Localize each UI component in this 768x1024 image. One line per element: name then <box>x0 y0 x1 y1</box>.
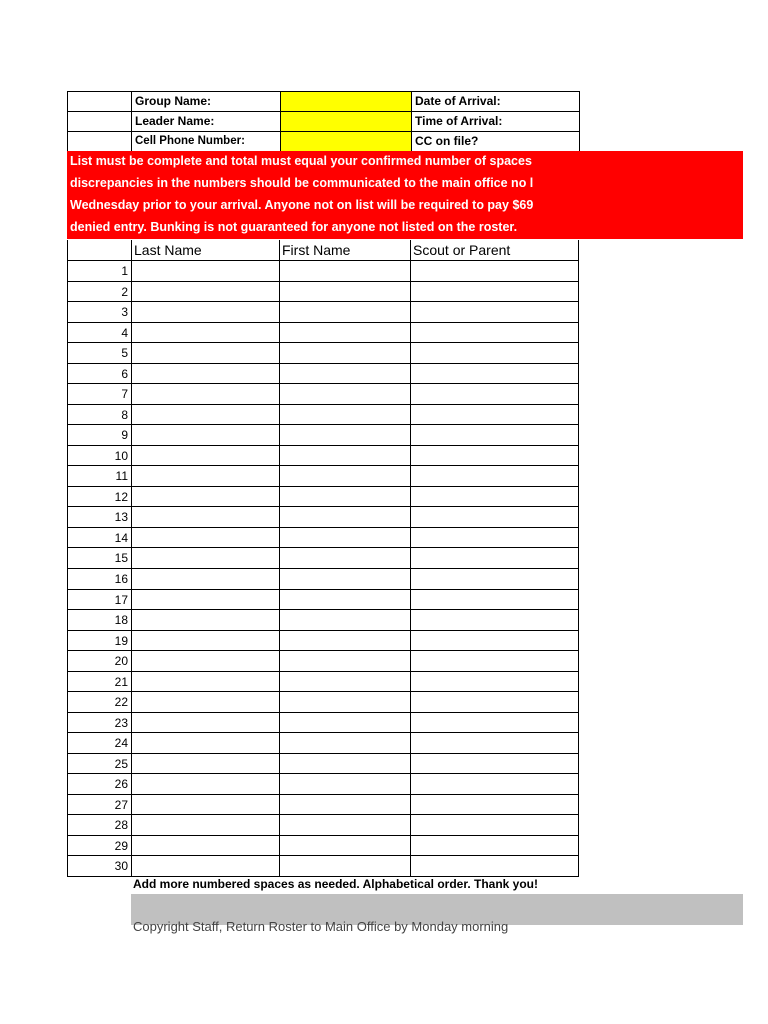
row-number: 29 <box>67 836 132 857</box>
scout-or-parent-cell[interactable] <box>411 795 579 816</box>
scout-or-parent-cell[interactable] <box>411 774 579 795</box>
row-number: 16 <box>67 569 132 590</box>
leader-name-label: Leader Name: <box>132 112 281 132</box>
first-name-cell[interactable] <box>280 692 411 713</box>
first-name-cell[interactable] <box>280 672 411 693</box>
last-name-cell[interactable] <box>132 282 280 303</box>
last-name-cell[interactable] <box>132 795 280 816</box>
cell-phone-input[interactable] <box>281 132 412 152</box>
table-row <box>67 261 579 282</box>
scout-or-parent-cell[interactable] <box>411 384 579 405</box>
row-number: 24 <box>67 733 132 754</box>
table-row <box>67 651 579 672</box>
first-name-cell[interactable] <box>280 713 411 734</box>
table-row <box>67 590 579 611</box>
last-name-cell[interactable] <box>132 548 280 569</box>
table-row <box>67 774 579 795</box>
scout-or-parent-cell[interactable] <box>411 446 579 467</box>
row-number: 22 <box>67 692 132 713</box>
header-block <box>67 91 580 152</box>
notice-line: discrepancies in the numbers should be communicated to the main office no l <box>70 176 534 190</box>
last-name-cell[interactable] <box>132 364 280 385</box>
table-row <box>67 405 579 426</box>
last-name-cell[interactable] <box>132 610 280 631</box>
last-name-cell[interactable] <box>132 754 280 775</box>
last-name-cell[interactable] <box>132 569 280 590</box>
table-row <box>67 507 579 528</box>
row-number: 26 <box>67 774 132 795</box>
first-name-cell[interactable] <box>280 302 411 323</box>
scout-or-parent-cell[interactable] <box>411 713 579 734</box>
last-name-cell[interactable] <box>132 384 280 405</box>
table-row <box>67 610 579 631</box>
last-name-cell[interactable] <box>132 672 280 693</box>
last-name-cell[interactable] <box>132 302 280 323</box>
last-name-cell[interactable] <box>132 590 280 611</box>
scout-or-parent-cell[interactable] <box>411 815 579 836</box>
last-name-cell[interactable] <box>132 487 280 508</box>
scout-or-parent-cell[interactable] <box>411 261 579 282</box>
cell-phone-label: Cell Phone Number: <box>132 132 281 152</box>
last-name-cell[interactable] <box>132 261 280 282</box>
time-of-arrival-label: Time of Arrival: <box>412 112 580 132</box>
first-name-cell[interactable] <box>280 343 411 364</box>
row-number: 9 <box>67 425 132 446</box>
cc-on-file-label: CC on file? <box>412 132 580 152</box>
row-number: 18 <box>67 610 132 631</box>
table-row <box>67 528 579 549</box>
first-name-cell[interactable] <box>280 733 411 754</box>
scout-or-parent-cell[interactable] <box>411 528 579 549</box>
first-name-cell[interactable] <box>280 282 411 303</box>
scout-or-parent-cell[interactable] <box>411 323 579 344</box>
first-name-cell[interactable] <box>280 487 411 508</box>
column-header-last-name: Last Name <box>132 240 280 261</box>
last-name-cell[interactable] <box>132 323 280 344</box>
notice-line: denied entry. Bunking is not guaranteed for anyone not listed on the roster. <box>70 220 518 234</box>
table-row <box>67 795 579 816</box>
first-name-cell[interactable] <box>280 466 411 487</box>
first-name-cell[interactable] <box>280 774 411 795</box>
table-row <box>67 466 579 487</box>
header-blank-cell <box>68 92 132 112</box>
row-number: 13 <box>67 507 132 528</box>
row-number: 12 <box>67 487 132 508</box>
row-number: 15 <box>67 548 132 569</box>
column-header-first-name: First Name <box>280 240 411 261</box>
table-row <box>67 815 579 836</box>
first-name-cell[interactable] <box>280 651 411 672</box>
scout-or-parent-cell[interactable] <box>411 692 579 713</box>
scout-or-parent-cell[interactable] <box>411 836 579 857</box>
table-row <box>67 754 579 775</box>
scout-or-parent-cell[interactable] <box>411 672 579 693</box>
scout-or-parent-cell[interactable] <box>411 590 579 611</box>
footer-note: Add more numbered spaces as needed. Alphabetical order. Thank you! <box>133 877 538 891</box>
table-row <box>67 446 579 467</box>
row-number: 4 <box>67 323 132 344</box>
row-number: 27 <box>67 795 132 816</box>
cut-off-text: Copyright Staff, Return Roster to Main Office by Monday morning <box>133 919 509 934</box>
row-number: 23 <box>67 713 132 734</box>
group-name-label: Group Name: <box>132 92 281 112</box>
table-row <box>67 384 579 405</box>
scout-or-parent-cell[interactable] <box>411 631 579 652</box>
notice-line: Wednesday prior to your arrival. Anyone not on list will be required to pay $69 <box>70 198 534 212</box>
last-name-cell[interactable] <box>132 507 280 528</box>
row-number: 7 <box>67 384 132 405</box>
row-number: 19 <box>67 631 132 652</box>
scout-or-parent-cell[interactable] <box>411 487 579 508</box>
last-name-cell[interactable] <box>132 713 280 734</box>
table-row <box>67 323 579 344</box>
scout-or-parent-cell[interactable] <box>411 343 579 364</box>
row-number: 8 <box>67 405 132 426</box>
row-number: 6 <box>67 364 132 385</box>
last-name-cell[interactable] <box>132 836 280 857</box>
table-row <box>67 733 579 754</box>
notice-banner <box>67 151 743 239</box>
scout-or-parent-cell[interactable] <box>411 733 579 754</box>
group-name-input[interactable] <box>281 92 412 112</box>
table-row <box>67 713 579 734</box>
table-row <box>67 836 579 857</box>
first-name-cell[interactable] <box>280 323 411 344</box>
first-name-cell[interactable] <box>280 815 411 836</box>
scout-or-parent-cell[interactable] <box>411 466 579 487</box>
row-number: 14 <box>67 528 132 549</box>
last-name-cell[interactable] <box>132 466 280 487</box>
last-name-cell[interactable] <box>132 425 280 446</box>
table-row <box>67 631 579 652</box>
scout-or-parent-cell[interactable] <box>411 302 579 323</box>
first-name-cell[interactable] <box>280 548 411 569</box>
row-number: 2 <box>67 282 132 303</box>
row-number: 21 <box>67 672 132 693</box>
first-name-cell[interactable] <box>280 856 411 877</box>
leader-name-input[interactable] <box>281 112 412 132</box>
first-name-cell[interactable] <box>280 610 411 631</box>
row-number: 11 <box>67 466 132 487</box>
first-name-cell[interactable] <box>280 261 411 282</box>
table-row <box>67 856 579 877</box>
first-name-cell[interactable] <box>280 569 411 590</box>
last-name-cell[interactable] <box>132 631 280 652</box>
first-name-cell[interactable] <box>280 754 411 775</box>
last-name-cell[interactable] <box>132 733 280 754</box>
table-row <box>67 425 579 446</box>
first-name-cell[interactable] <box>280 795 411 816</box>
notice-line: List must be complete and total must equal your confirmed number of spaces <box>70 154 532 168</box>
table-row <box>67 364 579 385</box>
row-number: 17 <box>67 590 132 611</box>
scout-or-parent-cell[interactable] <box>411 651 579 672</box>
header-blank-cell <box>68 112 132 132</box>
row-number: 1 <box>67 261 132 282</box>
last-name-cell[interactable] <box>132 651 280 672</box>
row-number: 20 <box>67 651 132 672</box>
scout-or-parent-cell[interactable] <box>411 569 579 590</box>
scout-or-parent-cell[interactable] <box>411 507 579 528</box>
last-name-cell[interactable] <box>132 343 280 364</box>
column-header-scout-or-parent: Scout or Parent <box>411 240 579 261</box>
row-number: 25 <box>67 754 132 775</box>
column-header-row <box>67 240 579 261</box>
last-name-cell[interactable] <box>132 856 280 877</box>
table-row <box>67 487 579 508</box>
row-number-header <box>67 240 132 261</box>
scout-or-parent-cell[interactable] <box>411 282 579 303</box>
last-name-cell[interactable] <box>132 815 280 836</box>
scout-or-parent-cell[interactable] <box>411 405 579 426</box>
first-name-cell[interactable] <box>280 364 411 385</box>
table-row <box>67 548 579 569</box>
last-name-cell[interactable] <box>132 405 280 426</box>
row-number: 28 <box>67 815 132 836</box>
scout-or-parent-cell[interactable] <box>411 754 579 775</box>
first-name-cell[interactable] <box>280 446 411 467</box>
first-name-cell[interactable] <box>280 405 411 426</box>
row-number: 3 <box>67 302 132 323</box>
first-name-cell[interactable] <box>280 590 411 611</box>
table-row <box>67 672 579 693</box>
scout-or-parent-cell[interactable] <box>411 548 579 569</box>
last-name-cell[interactable] <box>132 446 280 467</box>
scout-or-parent-cell[interactable] <box>411 856 579 877</box>
table-row <box>67 343 579 364</box>
row-number: 10 <box>67 446 132 467</box>
scout-or-parent-cell[interactable] <box>411 425 579 446</box>
first-name-cell[interactable] <box>280 425 411 446</box>
row-number: 30 <box>67 856 132 877</box>
last-name-cell[interactable] <box>132 692 280 713</box>
first-name-cell[interactable] <box>280 528 411 549</box>
first-name-cell[interactable] <box>280 507 411 528</box>
last-name-cell[interactable] <box>132 528 280 549</box>
table-row <box>67 282 579 303</box>
last-name-cell[interactable] <box>132 774 280 795</box>
table-row <box>67 302 579 323</box>
row-number: 5 <box>67 343 132 364</box>
scout-or-parent-cell[interactable] <box>411 364 579 385</box>
header-blank-cell <box>68 132 132 152</box>
scout-or-parent-cell[interactable] <box>411 610 579 631</box>
first-name-cell[interactable] <box>280 631 411 652</box>
first-name-cell[interactable] <box>280 836 411 857</box>
date-of-arrival-label: Date of Arrival: <box>412 92 580 112</box>
table-row <box>67 692 579 713</box>
first-name-cell[interactable] <box>280 384 411 405</box>
table-row <box>67 569 579 590</box>
